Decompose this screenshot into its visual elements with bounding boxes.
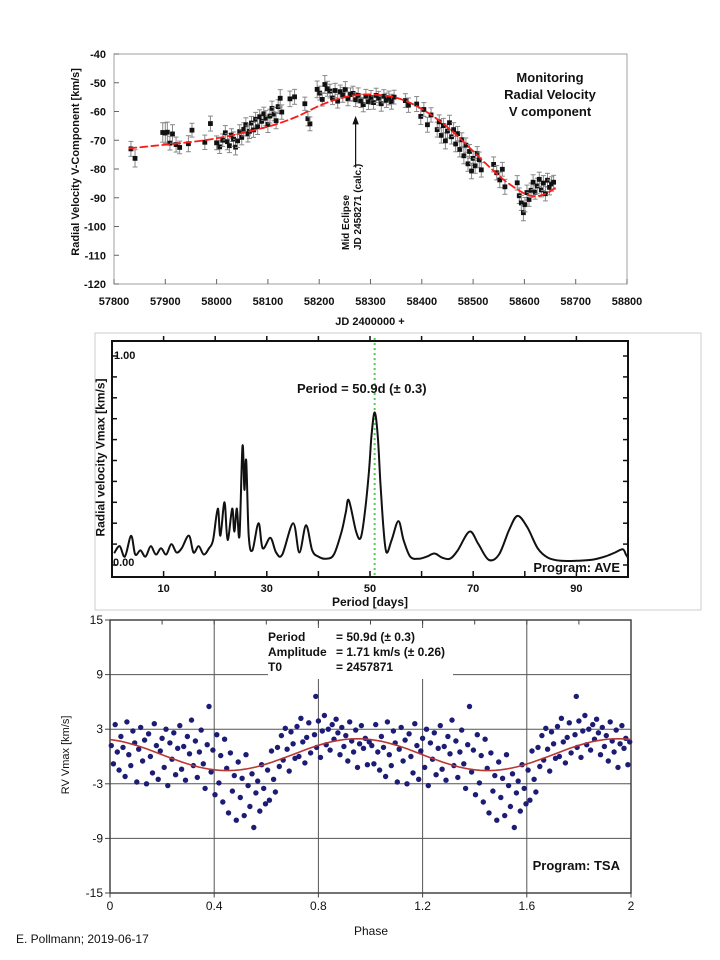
svg-text:58000: 58000 <box>201 296 232 308</box>
svg-text:-110: -110 <box>84 250 106 263</box>
svg-text:58200: 58200 <box>303 296 335 308</box>
svg-text:0: 0 <box>106 899 114 913</box>
footer-credit: E. Pollmann; 2019-06-17 <box>16 932 149 946</box>
svg-text:57800: 57800 <box>98 296 130 308</box>
mid-eclipse-annotation <box>341 150 365 250</box>
svg-text:0.4: 0.4 <box>205 899 223 913</box>
svg-text:2: 2 <box>627 899 635 913</box>
param-period-label: Period <box>268 630 306 644</box>
chart3-program-label: Program: TSA <box>532 858 620 873</box>
svg-text:1.6: 1.6 <box>518 899 536 913</box>
param-amplitude-label: Amplitude <box>268 645 327 659</box>
mid-eclipse-line1: Mid Eclipse <box>341 194 352 250</box>
chart1-title-line1: Monitoring <box>516 70 584 85</box>
svg-text:-100: -100 <box>83 221 106 234</box>
svg-text:90: 90 <box>570 583 583 595</box>
svg-text:58600: 58600 <box>509 296 540 308</box>
chart2-program-label: Program: AVE <box>533 560 620 575</box>
svg-text:70: 70 <box>467 583 480 595</box>
svg-text:30: 30 <box>260 583 273 595</box>
chart1-title-line3: V component <box>508 104 592 119</box>
svg-text:3: 3 <box>96 722 103 737</box>
chart2-ymin-label: 0.00 <box>113 557 135 569</box>
svg-text:-90: -90 <box>90 192 106 205</box>
svg-text:-40: -40 <box>90 49 106 61</box>
svg-text:50: 50 <box>363 583 377 595</box>
chart1-y-axis-title: Radial Velocity V-Component [km/s] <box>70 68 83 256</box>
svg-text:58800: 58800 <box>611 296 643 308</box>
chart1-x-axis-title: JD 2400000 + <box>335 316 405 328</box>
svg-text:10: 10 <box>157 583 170 595</box>
param-row-t0 <box>268 660 445 675</box>
param-t0-value: = 2457871 <box>336 660 394 674</box>
svg-text:57900: 57900 <box>150 296 181 308</box>
svg-text:58700: 58700 <box>560 296 591 308</box>
chart1-title-line2: Radial Velocity <box>504 87 596 102</box>
svg-text:58300: 58300 <box>355 296 386 308</box>
svg-text:-50: -50 <box>90 77 106 90</box>
svg-text:15: 15 <box>89 613 103 627</box>
chart2-period-annotation: Period = 50.9d (± 0.3) <box>297 381 427 396</box>
chart3-x-axis-title: Phase <box>353 924 389 938</box>
svg-text:1.2: 1.2 <box>414 899 431 913</box>
param-t0-label: T0 <box>268 660 283 674</box>
svg-text:-80: -80 <box>90 164 106 176</box>
svg-text:-15: -15 <box>85 886 103 900</box>
chart2-y-axis-title: Radial velocity Vmax [km/s] <box>93 378 108 537</box>
param-period-value: = 50.9d (± 0.3) <box>336 630 415 644</box>
svg-text:58400: 58400 <box>406 296 438 308</box>
chart2-ymax-label: 1.00 <box>114 350 136 362</box>
svg-text:9: 9 <box>96 667 103 682</box>
svg-text:0.8: 0.8 <box>310 899 327 913</box>
svg-text:-60: -60 <box>90 106 106 119</box>
svg-text:-120: -120 <box>83 279 106 291</box>
chart1-title <box>460 69 640 120</box>
svg-text:-70: -70 <box>90 135 106 148</box>
param-amplitude-value: = 1.71 km/s (± 0.26) <box>336 645 445 659</box>
param-row-amplitude <box>268 645 445 660</box>
chart3-y-axis-title: RV Vmax [km/s] <box>60 715 73 795</box>
svg-text:-3: -3 <box>92 776 103 791</box>
mid-eclipse-line2: JD 2458271 (calc.) <box>353 163 364 250</box>
chart3-fit-params <box>268 628 453 679</box>
svg-text:58100: 58100 <box>252 296 284 308</box>
chart2-x-axis-title: Period [days] <box>331 595 409 609</box>
param-row-period <box>268 630 445 645</box>
svg-text:-9: -9 <box>92 831 103 846</box>
svg-text:58500: 58500 <box>457 296 489 308</box>
